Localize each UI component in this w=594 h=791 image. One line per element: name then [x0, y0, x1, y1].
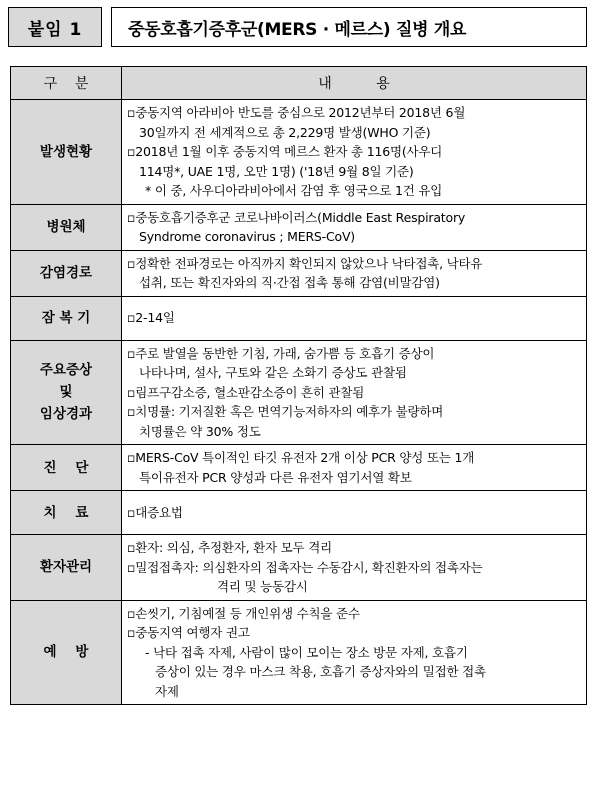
- content-line: 나타나며, 설사, 구토와 같은 소화기 증상도 관찰됨: [139, 365, 407, 380]
- content-line: 자제: [155, 683, 179, 699]
- row-category: 환자관리: [11, 535, 122, 601]
- table-row: [11, 100, 587, 205]
- row-content: [122, 100, 587, 205]
- content-line: ▫치명률: 기저질환 혹은 면역기능저하자의 예후가 불량하며: [127, 404, 444, 419]
- content-line: 격리 및 능동감시: [217, 579, 308, 594]
- row-category: 예 방: [11, 600, 122, 705]
- content-line: ▫주로 발열을 동반한 기침, 가래, 숨가쁨 등 호흡기 증상이: [127, 345, 435, 361]
- content-line: 114명*, UAE 1명, 오만 1명) ('18년 9월 8일 기준): [139, 163, 414, 179]
- content-line: ▫중동호흡기증후군 코로나바이러스(Middle East Respiratory: [127, 209, 466, 225]
- content-line: ▫림프구감소증, 혈소판감소증이 흔히 관찰됨: [127, 384, 365, 400]
- content-line: ▫2-14일: [127, 310, 175, 326]
- footnote-line: * 이 중, 사우디아라비아에서 감염 후 영국으로 1건 유입: [145, 183, 443, 198]
- row-content: [122, 250, 587, 296]
- content-line: ▫MERS-CoV 특이적인 타깃 유전자 2개 이상 PCR 양성 또는 1개: [127, 450, 475, 465]
- table-row: [11, 491, 587, 535]
- overview-table: [10, 66, 587, 705]
- table-row: [11, 296, 587, 340]
- content-line: 30일까지 전 세계적으로 총 2,229명 발생(WHO 기준): [139, 124, 431, 140]
- row-content: [122, 491, 587, 535]
- row-category: 감염경로: [11, 250, 122, 296]
- content-line: ▫정확한 전파경로는 아직까지 확인되지 않았으나 낙타접촉, 낙타유: [127, 255, 483, 271]
- table-row: [11, 445, 587, 491]
- row-content: [122, 445, 587, 491]
- row-content: [122, 535, 587, 601]
- document-header: [8, 7, 587, 47]
- table-row: [11, 600, 587, 705]
- content-line: ▫손씻기, 기침예절 등 개인위생 수칙을 준수: [127, 605, 360, 621]
- content-line: - 낙타 접촉 자제, 사람이 많이 모이는 장소 방문 자제, 호흡기: [145, 644, 468, 660]
- table-row: [11, 535, 587, 601]
- content-line: ▫환자: 의심, 추정환자, 환자 모두 격리: [127, 540, 332, 555]
- content-line: 섭취, 또는 확진자와의 직·간접 접촉 통해 감염(비말감염): [139, 275, 440, 290]
- row-category: [11, 340, 122, 445]
- category-line: 및: [59, 384, 73, 401]
- row-content: [122, 600, 587, 705]
- row-category: 발생현황: [11, 100, 122, 205]
- content-line: ▫2018년 1월 이후 중동지역 메르스 환자 총 116명(사우디: [127, 144, 443, 159]
- attachment-badge: 붙임 1: [8, 7, 102, 47]
- content-line: 증상이 있는 경우 마스크 착용, 호흡기 증상자와의 밀접한 접촉: [155, 664, 486, 679]
- row-content: [122, 340, 587, 445]
- content-line: 특이유전자 PCR 양성과 다른 유전자 염기서열 확보: [139, 469, 412, 485]
- category-line: 주요증상: [39, 362, 93, 379]
- table-row: [11, 204, 587, 250]
- column-header-content: 내 용: [122, 67, 587, 100]
- content-line: ▫중동지역 여행자 권고: [127, 625, 250, 640]
- content-line: Syndrome coronavirus ; MERS-CoV): [139, 229, 355, 244]
- column-header-category: 구 분: [11, 67, 122, 100]
- content-line: ▫중동지역 아라비아 반도를 중심으로 2012년부터 2018년 6월: [127, 105, 466, 120]
- table-header-row: [11, 67, 587, 100]
- row-category: 잠 복 기: [11, 296, 122, 340]
- row-category: 병원체: [11, 204, 122, 250]
- row-category: 진 단: [11, 445, 122, 491]
- content-line: ▫밀접접촉자: 의심환자의 접촉자는 수동감시, 확진환자의 접촉자는: [127, 559, 483, 575]
- table-row: [11, 250, 587, 296]
- document-title: 중동호흡기증후군(MERS · 메르스) 질병 개요: [111, 7, 587, 47]
- row-category: 치 료: [11, 491, 122, 535]
- row-content: [122, 296, 587, 340]
- content-line: ▫대증요법: [127, 504, 183, 520]
- category-line: 임상경과: [39, 406, 93, 423]
- content-line: 치명률은 약 30% 정도: [139, 423, 261, 439]
- row-content: [122, 204, 587, 250]
- table-row: [11, 340, 587, 445]
